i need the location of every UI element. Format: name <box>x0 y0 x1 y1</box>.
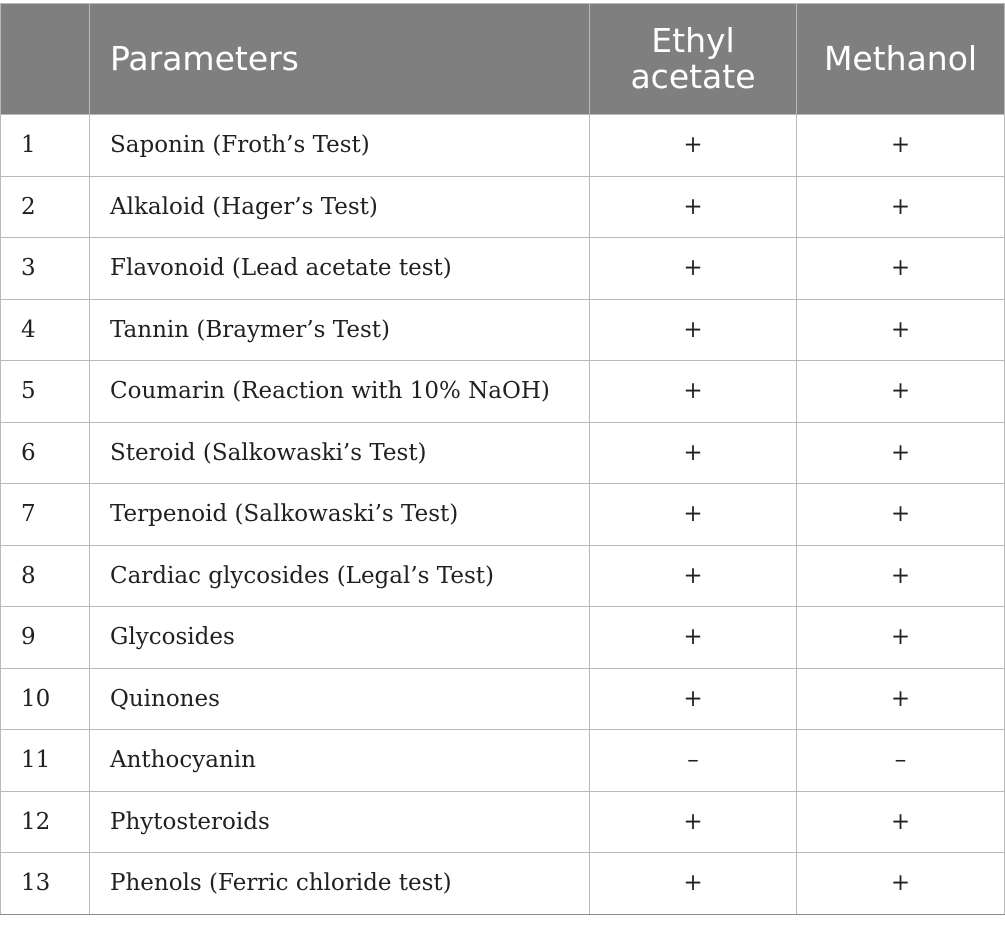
row-methanol-result: + <box>797 607 1005 669</box>
row-parameter: Phytosteroids <box>90 791 590 853</box>
row-number: 1 <box>1 115 90 177</box>
header-ethyl-acetate-line1: Ethyl <box>651 20 735 60</box>
row-parameter: Phenols (Ferric chloride test) <box>90 853 590 915</box>
table-row <box>1 853 1005 915</box>
row-methanol-result: – <box>797 730 1005 792</box>
row-number: 12 <box>1 791 90 853</box>
table-row <box>1 422 1005 484</box>
header-ethyl-acetate <box>590 4 797 115</box>
row-ethyl-acetate-result: – <box>590 730 797 792</box>
table-row <box>1 668 1005 730</box>
row-number: 9 <box>1 607 90 669</box>
row-methanol-result: + <box>797 361 1005 423</box>
row-ethyl-acetate-result: + <box>590 791 797 853</box>
table-header <box>1 4 1005 115</box>
row-number: 2 <box>1 176 90 238</box>
row-number: 11 <box>1 730 90 792</box>
row-parameter: Quinones <box>90 668 590 730</box>
row-parameter: Saponin (Froth’s Test) <box>90 115 590 177</box>
row-methanol-result: + <box>797 422 1005 484</box>
row-number: 4 <box>1 299 90 361</box>
row-ethyl-acetate-result: + <box>590 545 797 607</box>
row-ethyl-acetate-result: + <box>590 361 797 423</box>
row-parameter: Alkaloid (Hager’s Test) <box>90 176 590 238</box>
row-ethyl-acetate-result: + <box>590 176 797 238</box>
header-number <box>1 4 90 115</box>
table-row <box>1 176 1005 238</box>
row-parameter: Terpenoid (Salkowaski’s Test) <box>90 484 590 546</box>
row-ethyl-acetate-result: + <box>590 668 797 730</box>
table-row <box>1 730 1005 792</box>
row-methanol-result: + <box>797 853 1005 915</box>
row-methanol-result: + <box>797 238 1005 300</box>
table-row <box>1 238 1005 300</box>
phytochemical-table <box>0 3 1005 915</box>
table-body <box>1 115 1005 915</box>
row-parameter: Coumarin (Reaction with 10% NaOH) <box>90 361 590 423</box>
table-row <box>1 484 1005 546</box>
row-number: 8 <box>1 545 90 607</box>
row-parameter: Flavonoid (Lead acetate test) <box>90 238 590 300</box>
row-ethyl-acetate-result: + <box>590 299 797 361</box>
table-row <box>1 791 1005 853</box>
table-row <box>1 607 1005 669</box>
table-row <box>1 115 1005 177</box>
table-row <box>1 361 1005 423</box>
row-ethyl-acetate-result: + <box>590 484 797 546</box>
header-ethyl-acetate-line2: acetate <box>630 57 756 96</box>
row-methanol-result: + <box>797 115 1005 177</box>
row-methanol-result: + <box>797 484 1005 546</box>
row-parameter: Glycosides <box>90 607 590 669</box>
row-methanol-result: + <box>797 176 1005 238</box>
row-methanol-result: + <box>797 545 1005 607</box>
row-methanol-result: + <box>797 668 1005 730</box>
header-row <box>1 4 1005 115</box>
row-number: 5 <box>1 361 90 423</box>
row-ethyl-acetate-result: + <box>590 238 797 300</box>
row-ethyl-acetate-result: + <box>590 422 797 484</box>
row-number: 10 <box>1 668 90 730</box>
table-row <box>1 545 1005 607</box>
row-parameter: Anthocyanin <box>90 730 590 792</box>
row-ethyl-acetate-result: + <box>590 115 797 177</box>
table-row <box>1 299 1005 361</box>
row-parameter: Tannin (Braymer’s Test) <box>90 299 590 361</box>
row-parameter: Cardiac glycosides (Legal’s Test) <box>90 545 590 607</box>
header-methanol: Methanol <box>797 4 1005 115</box>
row-methanol-result: + <box>797 791 1005 853</box>
row-number: 6 <box>1 422 90 484</box>
row-number: 3 <box>1 238 90 300</box>
row-parameter: Steroid (Salkowaski’s Test) <box>90 422 590 484</box>
row-ethyl-acetate-result: + <box>590 607 797 669</box>
row-number: 13 <box>1 853 90 915</box>
row-ethyl-acetate-result: + <box>590 853 797 915</box>
header-parameters: Parameters <box>90 4 590 115</box>
row-number: 7 <box>1 484 90 546</box>
row-methanol-result: + <box>797 299 1005 361</box>
